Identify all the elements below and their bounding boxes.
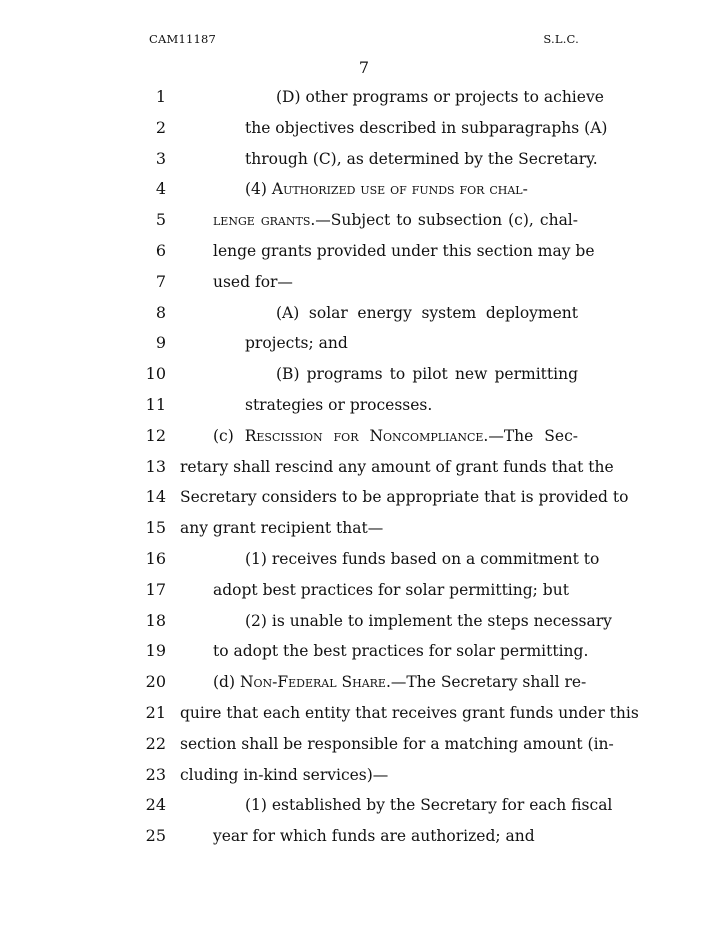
text-line — [0, 701, 728, 725]
text-segment: (4) — [245, 180, 272, 199]
line-number: 8 — [155, 302, 166, 322]
line-text — [245, 547, 600, 571]
text-line — [0, 301, 728, 325]
text-segment: retary shall rescind any amount of grant funds that the — [180, 457, 614, 476]
line-number: 9 — [155, 333, 166, 353]
text-segment: section shall be responsible for a matching amount (in- — [180, 734, 614, 753]
line-number: 21 — [145, 703, 166, 722]
text-line — [0, 670, 728, 694]
line-number: 14 — [145, 487, 166, 507]
text-segment: through (C), as determined by the Secretary. — [245, 149, 598, 168]
text-line — [0, 270, 728, 294]
text-segment: year for which funds are authorized; and — [213, 827, 535, 846]
line-number: 4 — [155, 179, 166, 199]
line-number: 10 — [145, 364, 166, 384]
text-line — [0, 516, 728, 540]
text-line — [0, 239, 728, 263]
text-line — [0, 763, 728, 787]
line-number: 5 — [155, 210, 166, 230]
line-number: 7 — [155, 271, 166, 291]
text-line — [0, 393, 728, 417]
text-segment: strategies or processes. — [245, 396, 433, 414]
text-line — [0, 578, 728, 602]
text-line — [0, 609, 728, 633]
line-text — [180, 516, 578, 540]
text-line — [0, 147, 728, 171]
line-number: 13 — [145, 456, 166, 476]
line-number: 6 — [155, 241, 166, 260]
line-text — [213, 824, 578, 848]
line-text — [180, 485, 629, 509]
line-number: 1 — [155, 87, 166, 106]
line-text — [180, 763, 578, 787]
line-text — [245, 793, 613, 817]
small-caps-heading: Authorized use of funds for chal- — [271, 180, 528, 199]
text-segment: lenge grants provided under this section may be — [213, 242, 595, 260]
text-segment: cluding in-kind services)— — [180, 765, 389, 784]
text-segment: (c) — [213, 426, 245, 445]
text-line — [0, 639, 728, 663]
line-text — [245, 331, 578, 355]
text-line — [0, 331, 728, 355]
line-number: 11 — [145, 395, 166, 414]
line-text — [213, 239, 595, 263]
line-text — [276, 85, 604, 109]
text-segment: .—Subject to subsection (c), chal- — [310, 211, 578, 230]
text-segment: any grant recipient that— — [180, 519, 384, 538]
line-number: 15 — [145, 518, 166, 538]
text-line — [0, 85, 728, 109]
line-text — [245, 116, 608, 140]
text-segment: adopt best practices for solar permitting; but — [213, 580, 569, 599]
text-line — [0, 485, 728, 509]
line-text — [213, 578, 578, 602]
text-segment: (2) is unable to implement the steps necessary — [245, 611, 612, 630]
text-segment: (A) solar energy system deployment — [276, 303, 578, 322]
small-caps-heading: lenge grants — [213, 211, 311, 230]
line-number: 3 — [155, 148, 166, 168]
line-text — [245, 609, 612, 633]
text-segment: (d) — [213, 673, 240, 692]
line-text — [245, 147, 598, 171]
line-number: 23 — [145, 764, 166, 784]
line-text — [245, 393, 578, 417]
text-line — [0, 208, 728, 232]
line-number: 25 — [145, 826, 166, 846]
line-text — [180, 455, 614, 479]
line-text — [276, 362, 578, 386]
line-number: 12 — [145, 425, 166, 445]
line-text — [213, 670, 587, 694]
line-text — [180, 732, 614, 756]
text-segment: used for— — [213, 272, 293, 291]
line-number: 17 — [145, 579, 166, 599]
page-number: 7 — [358, 58, 370, 77]
text-line — [0, 824, 728, 848]
text-segment: quire that each entity that receives grant funds under this — [180, 704, 639, 722]
text-segment: the objectives described in subparagraphs (A) — [245, 118, 608, 137]
line-text — [213, 639, 589, 663]
text-line — [0, 177, 728, 201]
text-line — [0, 547, 728, 571]
text-segment: (D) other programs or projects to achieve — [276, 88, 604, 106]
text-line — [0, 455, 728, 479]
line-number: 24 — [145, 795, 166, 815]
text-segment: projects; and — [245, 334, 348, 353]
text-line — [0, 732, 728, 756]
text-segment: Secretary considers to be appropriate that is provided to — [180, 488, 629, 507]
line-number: 18 — [145, 610, 166, 630]
line-text — [180, 701, 639, 725]
line-text — [245, 177, 578, 201]
small-caps-heading: Non-Federal Share — [239, 673, 386, 692]
line-number: 19 — [145, 641, 166, 661]
text-segment: .—The Secretary shall re- — [385, 673, 587, 692]
line-number: 20 — [145, 672, 166, 692]
line-number: 22 — [145, 733, 166, 753]
small-caps-heading: Rescission for Noncompliance — [244, 426, 484, 445]
line-text — [276, 301, 578, 325]
text-segment: (B) programs to pilot new permitting — [276, 365, 578, 384]
text-line — [0, 793, 728, 817]
document-id: CAM11187 — [149, 32, 217, 46]
text-segment: to adopt the best practices for solar permitting. — [213, 642, 589, 661]
text-line — [0, 424, 728, 448]
line-text — [213, 208, 578, 232]
line-number: 16 — [145, 549, 166, 568]
text-segment: (1) receives funds based on a commitment to — [245, 550, 600, 568]
line-text — [213, 424, 578, 448]
line-number: 2 — [155, 117, 166, 137]
line-text — [213, 270, 578, 294]
office-code: S.L.C. — [543, 32, 579, 46]
text-segment: .—The Sec- — [483, 426, 579, 445]
text-line — [0, 116, 728, 140]
text-line — [0, 362, 728, 386]
text-segment: (1) established by the Secretary for each fiscal — [245, 796, 613, 815]
